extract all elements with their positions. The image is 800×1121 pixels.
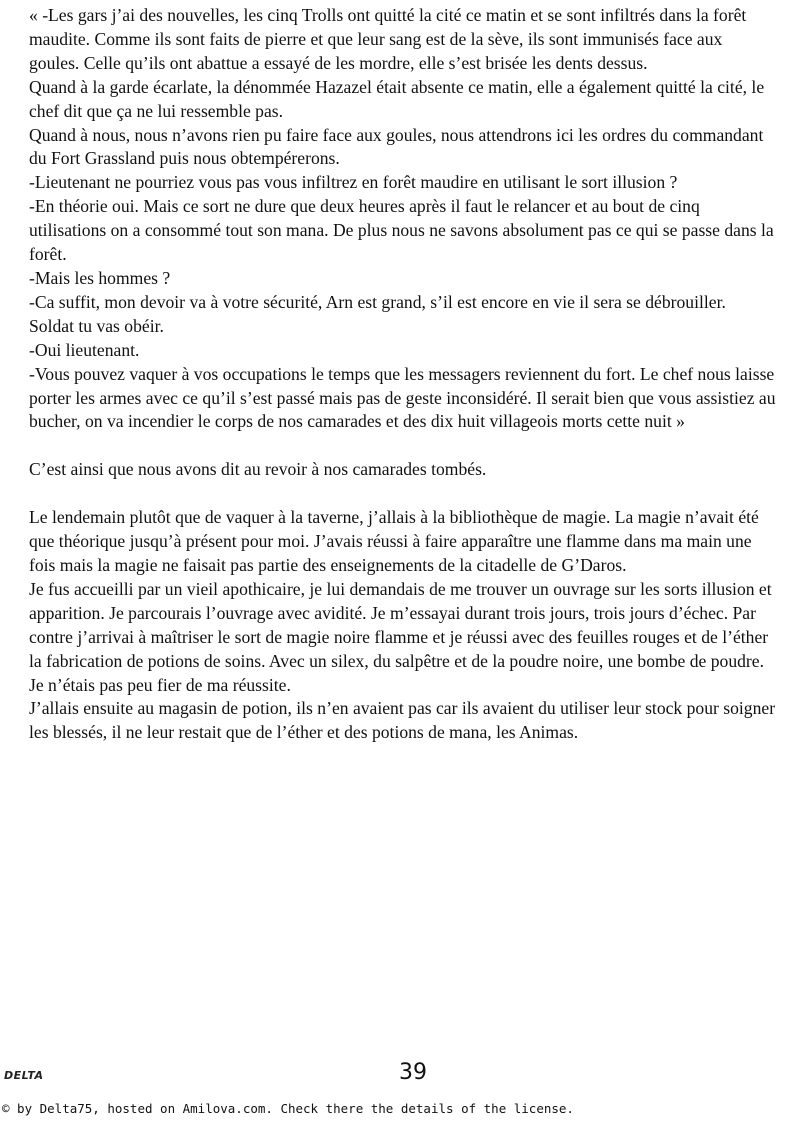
paragraph: -Lieutenant ne pourriez vous pas vous infiltrez en forêt maudire en utilisant le sort illusion ? bbox=[29, 172, 678, 193]
paragraph: C’est ainsi que nous avons dit au revoir à nos camarades tombés. bbox=[29, 459, 487, 480]
paragraph: -Vous pouvez vaquer à vos occupations le temps que les messagers reviennent du fort. Le chef nous laisse porter les armes avec ce qu’il s’est passé mais pas de geste inconsidéré. Il serait bien que vous assistiez au bucher, on va incendier le corps de nos camarades et des dix huit villageois morts cette nuit » bbox=[29, 363, 776, 432]
delta-logo: DELTA bbox=[4, 1069, 44, 1082]
paragraph: Quand à la garde écarlate, la dénommée Hazazel était absente ce matin, elle a également quitté la cité, le chef dit que ça ne lui ressemble pas. bbox=[29, 76, 765, 121]
paragraph: -Ca suffit, mon devoir va à votre sécurité, Arn est grand, s’il est encore en vie il sera se débrouiller. bbox=[29, 291, 726, 312]
paragraph: -Oui lieutenant. bbox=[29, 339, 140, 360]
license-credit: © by Delta75, hosted on Amilova.com. Check there the details of the license. bbox=[2, 1101, 574, 1116]
paragraph: -Mais les hommes ? bbox=[29, 267, 171, 288]
paragraph: Je fus accueilli par un vieil apothicaire, je lui demandais de me trouver un ouvrage sur les sorts illusion et apparition. Je parcourais l’ouvrage avec avidité. Je m’essayai durant trois jours, trois jours d’échec. Par contre j’arrivai à maîtriser le sort de magie noire flamme et je réussi avec des feuilles rouges et de l’éther la fabrication de potions de soins. Avec un silex, du salpêtre et de la poudre noire, une bombe de poudre. Je n’étais pas peu fier de ma réussite. bbox=[29, 578, 772, 695]
paragraph: Le lendemain plutôt que de vaquer à la taverne, j’allais à la bibliothèque de magie. La magie n’avait été que théorique jusqu’à présent pour moi. J’avais réussi à faire apparaître une flamme dans ma main une fois mais la magie ne faisait pas partie des enseignements de la citadelle de G’Daros. bbox=[29, 507, 759, 576]
paragraph: « -Les gars j’ai des nouvelles, les cinq Trolls ont quitté la cité ce matin et se sont infiltrés dans la forêt maudite. Comme ils sont faits de pierre et que leur sang est de la sève, ils sont immunisés face aux goules. Celle qu’ils ont abattue a essayé de les mordre, elle s’est brisée les dents dessus. bbox=[29, 5, 747, 73]
paragraph: Soldat tu vas obéir. bbox=[29, 315, 164, 336]
paragraph: J’allais ensuite au magasin de potion, ils n’en avaient pas car ils avaient du utiliser leur stock pour soigner les blessés, il ne leur restait que de l’éther et des potions de mana, les Animas. bbox=[29, 698, 776, 743]
paragraph: Quand à nous, nous n’avons rien pu faire face aux goules, nous attendrons ici les ordres du commandant du Fort Grassland puis nous obtempérerons. bbox=[29, 124, 764, 169]
page-body bbox=[29, 4, 777, 745]
page-number: 39 bbox=[399, 1060, 427, 1085]
paragraph: -En théorie oui. Mais ce sort ne dure que deux heures après il faut le relancer et au bout de cinq utilisations on a consommé tout son mana. De plus nous ne savons absolument pas ce qui se passe dans la forêt. bbox=[29, 196, 774, 265]
